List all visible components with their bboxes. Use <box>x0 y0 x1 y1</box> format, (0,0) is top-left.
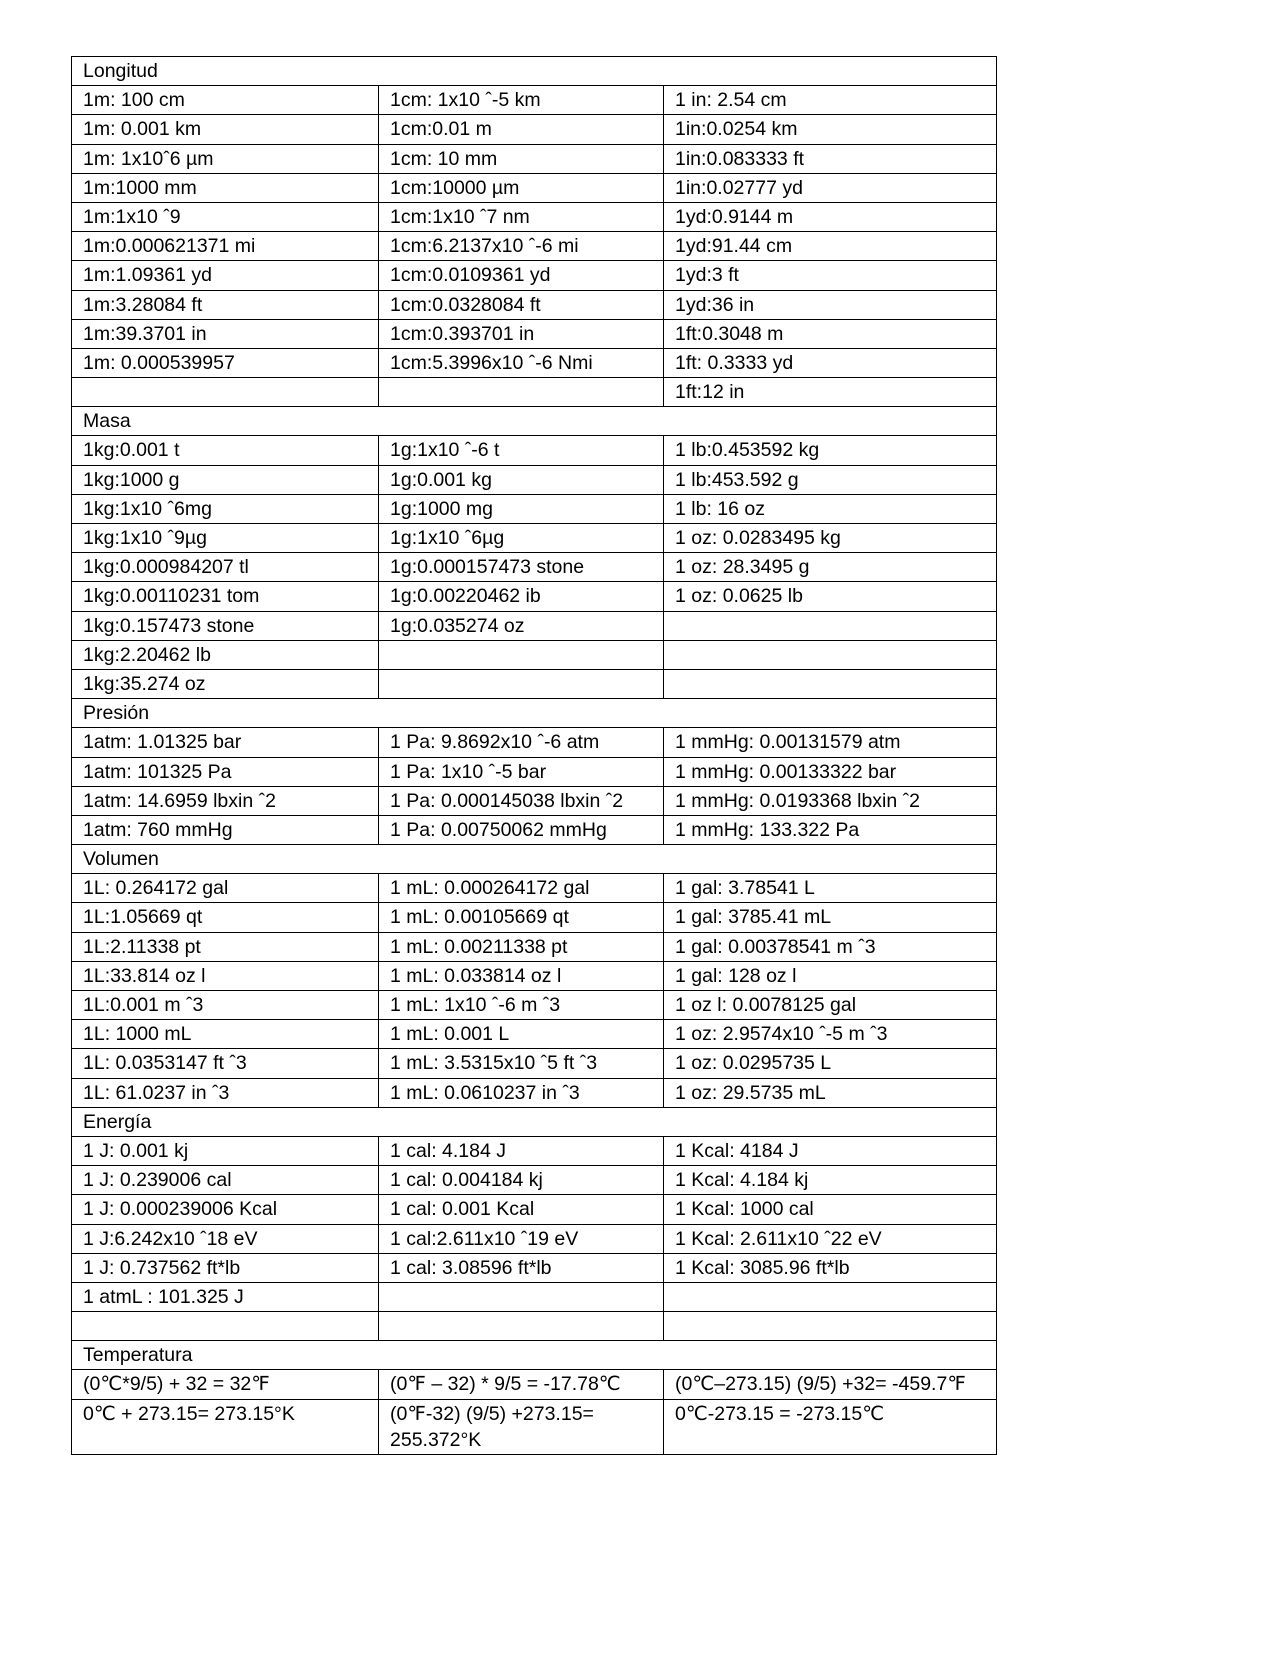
table-row <box>72 261 997 290</box>
table-row <box>72 202 997 231</box>
conversion-table-body <box>72 57 997 1455</box>
table-cell: 1 gal: 3785.41 mL <box>664 903 997 932</box>
table-cell: 1kg:1x10 ˆ9µg <box>72 524 379 553</box>
table-row <box>72 378 997 407</box>
table-cell: 1kg:1x10 ˆ6mg <box>72 494 379 523</box>
table-row <box>72 903 997 932</box>
table-cell: 1cm:0.393701 in <box>379 319 664 348</box>
table-cell: 1kg:0.000984207 tl <box>72 553 379 582</box>
table-cell: 1m: 1x10ˆ6 µm <box>72 144 379 173</box>
table-cell: 1 cal:2.611x10 ˆ19 eV <box>379 1224 664 1253</box>
section-header-row <box>72 1107 997 1136</box>
table-cell: 1 oz: 28.3495 g <box>664 553 997 582</box>
table-cell: 1cm:10000 µm <box>379 173 664 202</box>
table-row <box>72 1166 997 1195</box>
table-row <box>72 553 997 582</box>
table-cell: 1 Kcal: 4.184 kj <box>664 1166 997 1195</box>
table-row <box>72 173 997 202</box>
table-row <box>72 290 997 319</box>
table-cell: 1kg:1000 g <box>72 465 379 494</box>
table-cell: 1 cal: 0.001 Kcal <box>379 1195 664 1224</box>
table-cell: 1L: 61.0237 in ˆ3 <box>72 1078 379 1107</box>
table-row <box>72 874 997 903</box>
table-cell: 1L: 0.0353147 ft ˆ3 <box>72 1049 379 1078</box>
table-cell <box>72 1312 379 1341</box>
table-cell: 1in:0.02777 yd <box>664 173 997 202</box>
table-cell <box>379 1312 664 1341</box>
table-cell <box>72 378 379 407</box>
table-cell <box>664 1282 997 1311</box>
section-header-row <box>72 699 997 728</box>
table-cell: 1cm: 1x10 ˆ-5 km <box>379 86 664 115</box>
table-row <box>72 494 997 523</box>
table-cell: 1 gal: 3.78541 L <box>664 874 997 903</box>
table-cell <box>379 640 664 669</box>
table-cell: 1 Kcal: 1000 cal <box>664 1195 997 1224</box>
table-row <box>72 348 997 377</box>
table-cell: 1atm: 101325 Pa <box>72 757 379 786</box>
table-cell: 1 J: 0.737562 ft*lb <box>72 1253 379 1282</box>
table-cell: 1yd:91.44 cm <box>664 232 997 261</box>
table-cell: 1m: 100 cm <box>72 86 379 115</box>
table-cell: 1in:0.0254 km <box>664 115 997 144</box>
table-row <box>72 1195 997 1224</box>
table-cell: 1 mL: 0.000264172 gal <box>379 874 664 903</box>
table-cell: 1L:0.001 m ˆ3 <box>72 991 379 1020</box>
table-row <box>72 757 997 786</box>
table-cell: 1 J:6.242x10 ˆ18 eV <box>72 1224 379 1253</box>
table-row <box>72 1078 997 1107</box>
table-row <box>72 611 997 640</box>
table-cell: 1 J: 0.239006 cal <box>72 1166 379 1195</box>
table-cell: 1 mmHg: 0.00131579 atm <box>664 728 997 757</box>
table-row <box>72 1049 997 1078</box>
table-row <box>72 582 997 611</box>
table-cell: 1atm: 1.01325 bar <box>72 728 379 757</box>
table-row <box>72 991 997 1020</box>
table-cell: 1g:0.00220462 ib <box>379 582 664 611</box>
table-cell: 1 Kcal: 3085.96 ft*lb <box>664 1253 997 1282</box>
table-cell: 0℃-273.15 = -273.15℃ <box>664 1399 997 1454</box>
table-cell: 1m:0.000621371 mi <box>72 232 379 261</box>
table-cell: 1kg:35.274 oz <box>72 669 379 698</box>
table-cell: 1 in: 2.54 cm <box>664 86 997 115</box>
table-cell: 1m:1000 mm <box>72 173 379 202</box>
table-row <box>72 815 997 844</box>
table-cell: 1m:39.3701 in <box>72 319 379 348</box>
table-cell: 1cm:0.0109361 yd <box>379 261 664 290</box>
table-cell: (0℉-32) (9/5) +273.15= 255.372°K <box>379 1399 664 1454</box>
table-cell <box>379 669 664 698</box>
table-cell <box>379 1282 664 1311</box>
table-cell: 1L:33.814 oz l <box>72 961 379 990</box>
table-row <box>72 115 997 144</box>
table-cell: 1kg:0.001 t <box>72 436 379 465</box>
table-cell: 1 oz: 0.0295735 L <box>664 1049 997 1078</box>
table-cell: 1 gal: 128 oz l <box>664 961 997 990</box>
table-cell: 1 Kcal: 2.611x10 ˆ22 eV <box>664 1224 997 1253</box>
section-title: Volumen <box>72 845 997 874</box>
table-cell: 1 mmHg: 0.00133322 bar <box>664 757 997 786</box>
section-header-row <box>72 407 997 436</box>
table-cell: 1 mmHg: 133.322 Pa <box>664 815 997 844</box>
table-cell: 1m:3.28084 ft <box>72 290 379 319</box>
table-cell: 1 Pa: 1x10 ˆ-5 bar <box>379 757 664 786</box>
table-cell: (0℃–273.15) (9/5) +32= -459.7℉ <box>664 1370 997 1399</box>
table-cell: 1atm: 14.6959 lbxin ˆ2 <box>72 786 379 815</box>
section-header-row <box>72 57 997 86</box>
table-cell: 1 J: 0.001 kj <box>72 1136 379 1165</box>
table-row <box>72 1020 997 1049</box>
table-cell: 1g:0.035274 oz <box>379 611 664 640</box>
table-cell: 1yd:36 in <box>664 290 997 319</box>
table-cell <box>664 611 997 640</box>
table-row <box>72 932 997 961</box>
table-cell: 1cm:5.3996x10 ˆ-6 Nmi <box>379 348 664 377</box>
table-row <box>72 786 997 815</box>
table-cell: 1kg:2.20462 lb <box>72 640 379 669</box>
table-cell <box>664 640 997 669</box>
table-cell: 1cm:0.0328084 ft <box>379 290 664 319</box>
section-header-row <box>72 1341 997 1370</box>
table-cell: 1ft: 0.3333 yd <box>664 348 997 377</box>
table-row <box>72 1370 997 1399</box>
table-cell: 1 mL: 0.00211338 pt <box>379 932 664 961</box>
table-cell: 1g:0.001 kg <box>379 465 664 494</box>
table-cell: 1 Pa: 9.8692x10 ˆ-6 atm <box>379 728 664 757</box>
table-cell: 1L: 1000 mL <box>72 1020 379 1049</box>
table-cell: (0℉ – 32) * 9/5 = -17.78℃ <box>379 1370 664 1399</box>
table-cell: 1 oz: 0.0625 lb <box>664 582 997 611</box>
table-row <box>72 86 997 115</box>
table-cell: 1yd:0.9144 m <box>664 202 997 231</box>
table-row <box>72 1136 997 1165</box>
table-cell: 1L:1.05669 qt <box>72 903 379 932</box>
table-cell <box>379 378 664 407</box>
table-row <box>72 669 997 698</box>
table-cell: (0℃*9/5) + 32 = 32℉ <box>72 1370 379 1399</box>
table-cell: 1g:1x10 ˆ-6 t <box>379 436 664 465</box>
table-row <box>72 1253 997 1282</box>
section-title: Energía <box>72 1107 997 1136</box>
table-cell: 1 Pa: 0.000145038 lbxin ˆ2 <box>379 786 664 815</box>
table-cell: 1 lb:453.592 g <box>664 465 997 494</box>
table-row <box>72 1312 997 1341</box>
table-cell: 1 J: 0.000239006 Kcal <box>72 1195 379 1224</box>
table-cell: 1in:0.083333 ft <box>664 144 997 173</box>
table-cell: 1 mL: 3.5315x10 ˆ5 ft ˆ3 <box>379 1049 664 1078</box>
table-cell: 1L: 0.264172 gal <box>72 874 379 903</box>
table-cell: 1cm:1x10 ˆ7 nm <box>379 202 664 231</box>
section-title: Longitud <box>72 57 997 86</box>
table-cell: 1 mL: 0.001 L <box>379 1020 664 1049</box>
table-cell: 1cm:6.2137x10 ˆ-6 mi <box>379 232 664 261</box>
table-cell: 1 oz: 29.5735 mL <box>664 1078 997 1107</box>
table-cell: 1yd:3 ft <box>664 261 997 290</box>
table-cell: 1 mL: 0.033814 oz l <box>379 961 664 990</box>
table-cell: 1m: 0.000539957 <box>72 348 379 377</box>
table-row <box>72 319 997 348</box>
table-row <box>72 524 997 553</box>
table-cell: 1 cal: 4.184 J <box>379 1136 664 1165</box>
table-row <box>72 232 997 261</box>
table-row <box>72 465 997 494</box>
table-cell: 1 oz: 2.9574x10 ˆ-5 m ˆ3 <box>664 1020 997 1049</box>
table-cell: 1g:1000 mg <box>379 494 664 523</box>
table-cell: 1m:1x10 ˆ9 <box>72 202 379 231</box>
table-cell: 1 mL: 0.0610237 in ˆ3 <box>379 1078 664 1107</box>
table-cell: 1 gal: 0.00378541 m ˆ3 <box>664 932 997 961</box>
table-row <box>72 144 997 173</box>
section-title: Presión <box>72 699 997 728</box>
table-cell: 1 oz: 0.0283495 kg <box>664 524 997 553</box>
table-row <box>72 640 997 669</box>
table-cell: 0℃ + 273.15= 273.15°K <box>72 1399 379 1454</box>
section-header-row <box>72 845 997 874</box>
table-cell <box>664 1312 997 1341</box>
table-cell: 1 Pa: 0.00750062 mmHg <box>379 815 664 844</box>
table-row <box>72 728 997 757</box>
table-cell: 1kg:0.00110231 tom <box>72 582 379 611</box>
table-cell: 1ft:12 in <box>664 378 997 407</box>
table-cell: 1 lb:0.453592 kg <box>664 436 997 465</box>
table-cell: 1L:2.11338 pt <box>72 932 379 961</box>
section-title: Masa <box>72 407 997 436</box>
table-cell: 1 Kcal: 4184 J <box>664 1136 997 1165</box>
table-cell: 1 cal: 0.004184 kj <box>379 1166 664 1195</box>
table-row <box>72 1224 997 1253</box>
table-cell: 1 oz l: 0.0078125 gal <box>664 991 997 1020</box>
table-row <box>72 961 997 990</box>
table-cell: 1cm: 10 mm <box>379 144 664 173</box>
table-cell: 1g:0.000157473 stone <box>379 553 664 582</box>
table-cell: 1 lb: 16 oz <box>664 494 997 523</box>
table-cell <box>664 669 997 698</box>
table-cell: 1 mmHg: 0.0193368 lbxin ˆ2 <box>664 786 997 815</box>
table-cell: 1cm:0.01 m <box>379 115 664 144</box>
table-row <box>72 1282 997 1311</box>
table-cell: 1 mL: 1x10 ˆ-6 m ˆ3 <box>379 991 664 1020</box>
table-cell: 1atm: 760 mmHg <box>72 815 379 844</box>
table-cell: 1kg:0.157473 stone <box>72 611 379 640</box>
table-cell: 1m: 0.001 km <box>72 115 379 144</box>
table-row <box>72 436 997 465</box>
conversion-table <box>71 56 997 1455</box>
table-cell: 1ft:0.3048 m <box>664 319 997 348</box>
table-cell: 1g:1x10 ˆ6µg <box>379 524 664 553</box>
table-row <box>72 1399 997 1454</box>
section-title: Temperatura <box>72 1341 997 1370</box>
table-cell: 1 cal: 3.08596 ft*lb <box>379 1253 664 1282</box>
table-cell: 1 mL: 0.00105669 qt <box>379 903 664 932</box>
table-cell: 1 atmL : 101.325 J <box>72 1282 379 1311</box>
table-cell: 1m:1.09361 yd <box>72 261 379 290</box>
